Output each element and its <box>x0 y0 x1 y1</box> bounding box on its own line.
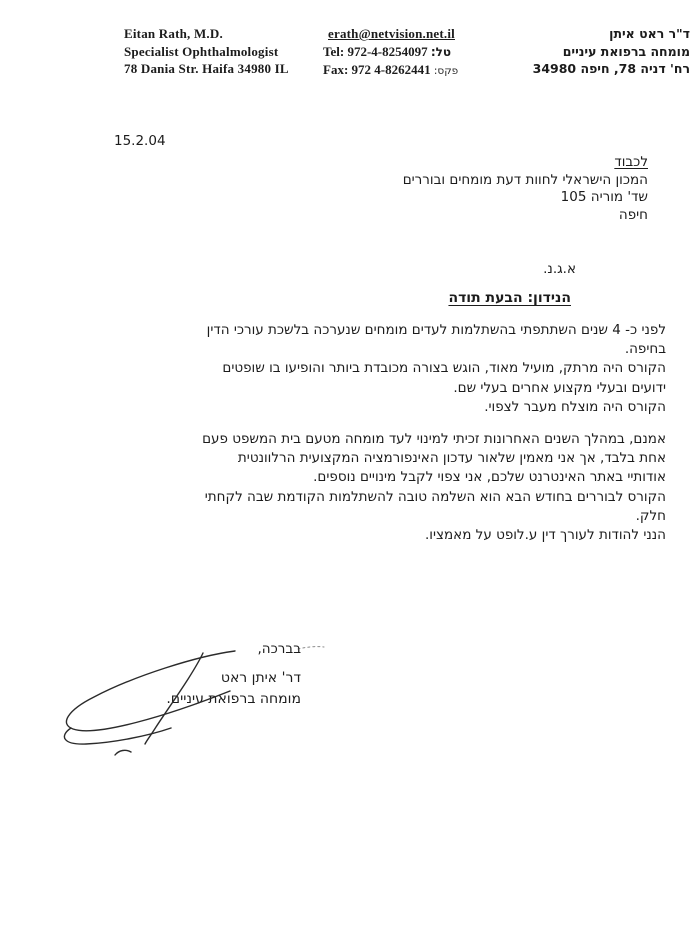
body-line: אודותיי באתר האינטרנט שלכם, אני צפוי לקבל מינויים נוספים. <box>313 469 666 486</box>
letterhead-hebrew <box>533 25 690 78</box>
physician-address-en: 78 Dania Str. Haifa 34980 IL <box>124 61 289 76</box>
telephone-line <box>323 43 548 62</box>
body-line: בחיפה. <box>624 341 666 358</box>
physician-address-he: רח' דניה 78, חיפה 34980 <box>532 61 690 76</box>
body-line: הקורס היה מוצלח מעבר לצפוי. <box>484 398 666 415</box>
body-line: הנני להודות לעורך דין ע.לופט על מאמציו. <box>425 527 666 544</box>
tel-label-hebrew: טל: <box>430 44 452 59</box>
physician-name-en: Eitan Rath, M.D. <box>124 26 223 41</box>
recipient-organization: המכון הישראלי לחוות דעת מומחים ובוררים <box>402 171 648 188</box>
recipient-salutation: לכבוד <box>614 154 648 170</box>
letter-body <box>76 321 666 545</box>
subject-line: הנידון: הבעת תודה <box>448 290 571 306</box>
physician-name-he: ד"ר ראט איתן <box>609 26 690 41</box>
physician-title-he: מומחה ברפואת עיניים <box>562 43 690 59</box>
physician-title-en: Specialist Ophthalmologist <box>124 43 279 59</box>
recipient-street: שד' מוריה 105 <box>560 189 648 205</box>
email-address: erath@netvision.net.il <box>328 26 455 41</box>
letter-date: 15.2.04 <box>114 133 166 149</box>
greeting-line: א.ג.נ. <box>543 261 576 277</box>
body-line: אמנם, במהלך השנים האחרונות זכיתי למינוי לעד מומחה מטעם בית המשפט פעם <box>202 431 666 448</box>
letterhead-english <box>124 25 289 78</box>
body-line: חלק. <box>635 507 666 524</box>
recipient-city: חיפה <box>618 206 648 223</box>
fax-label-hebrew: פקס: <box>433 65 459 77</box>
tel-number: Tel: 972-4-8254097 <box>323 43 428 59</box>
body-line: הקורס היה מרתק, מועיל מאוד, הוגש בצורה מכובדת ביותר והופיעו בו שופטים <box>222 360 666 377</box>
body-line: לפני כ- 4 שנים השתתפתי בהשתלמות לעדים מומחים שנערכה בלשכת עורכי הדין <box>206 322 666 338</box>
handwritten-signature <box>52 640 332 762</box>
fax-line <box>323 61 548 81</box>
paragraph-1 <box>76 321 666 417</box>
signer-title: מומחה ברפואת עיניים. <box>166 691 301 707</box>
body-line: ידועים ובעלי מקצוע אחרים בעלי שם. <box>453 379 666 396</box>
fax-number: Fax: 972 4-8262441 <box>323 62 431 77</box>
recipient-block <box>403 154 648 224</box>
letterhead-contact <box>323 25 548 81</box>
body-line: הקורס לבוררים בחודש הבא הוא השלמה טובה להשתלמות הקודמת שבה לקחתי <box>204 488 666 505</box>
signer-name: דר' איתן ראט <box>220 670 301 686</box>
body-line: אחת בלבד, אך אני מאמין שלאור עדכון האינפורמציה המקצועית הרלוונטית <box>237 450 666 467</box>
closing-line: בברכה, <box>257 641 301 657</box>
paragraph-2 <box>76 430 666 545</box>
